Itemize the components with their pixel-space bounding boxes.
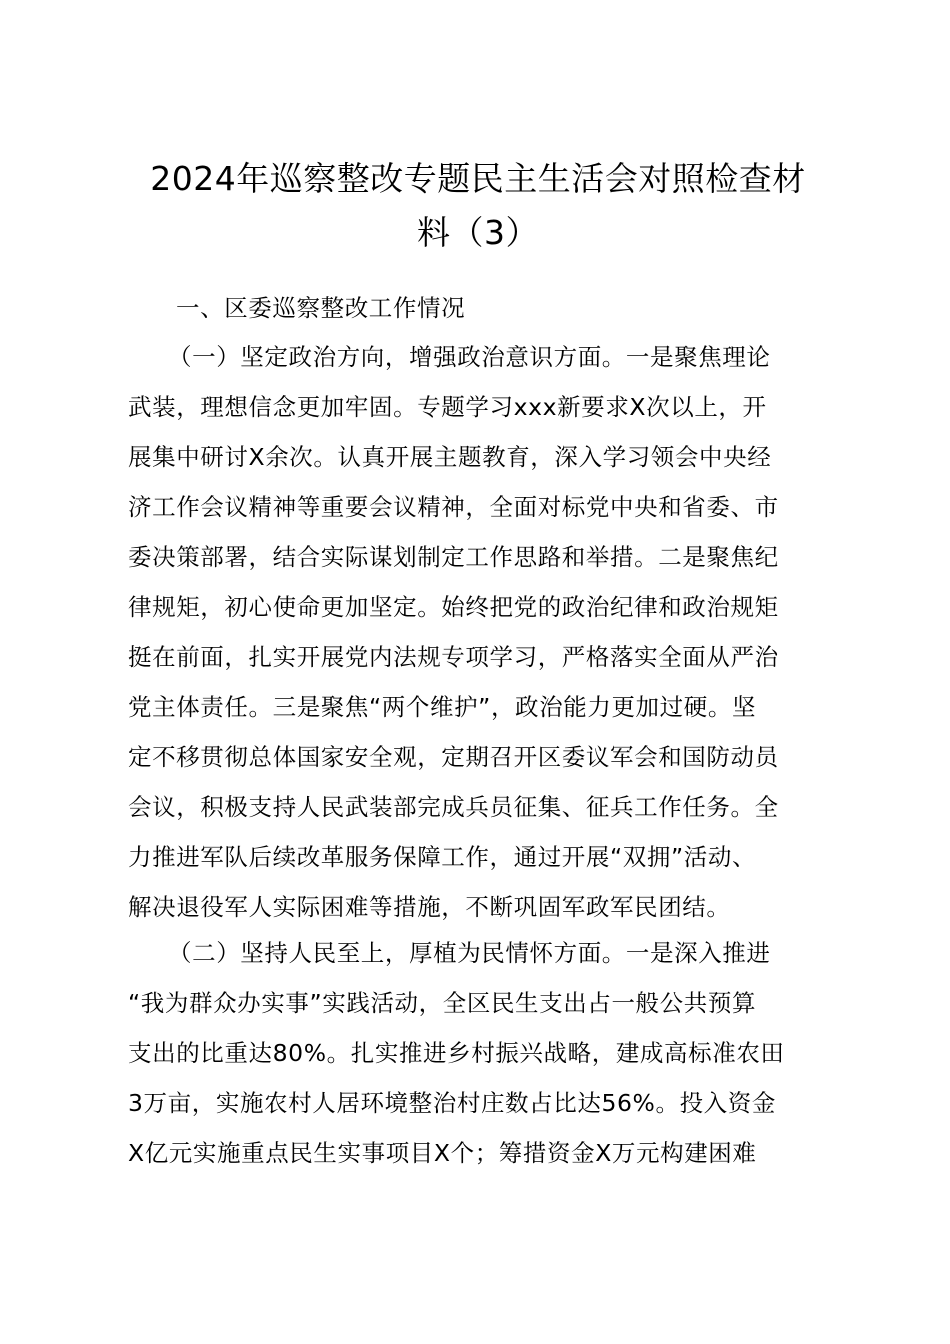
paragraph-line: 党主体责任。三是聚焦“两个维护”，政治能力更加过硬。坚 xyxy=(128,693,757,721)
paragraph-line: 委决策部署，结合实际谋划制定工作思路和举措。二是聚焦纪 xyxy=(128,543,779,571)
paragraph-line: 展集中研讨X余次。认真开展主题教育，深入学习领会中央经 xyxy=(128,443,772,471)
paragraph-line: （一）坚定政治方向，增强政治意识方面。一是聚焦理论 xyxy=(168,343,771,371)
title-line: 2024年巡察整改专题民主生活会对照检查材 xyxy=(150,159,806,198)
title-line: 料（3） xyxy=(417,213,539,252)
document-title xyxy=(120,152,836,260)
paragraph-line: 律规矩，初心使命更加坚定。始终把党的政治纪律和政治规矩 xyxy=(128,593,779,621)
paragraph-line: 济工作会议精神等重要会议精神，全面对标党中央和省委、市 xyxy=(128,493,779,521)
paragraph-line: 3万亩，实施农村人居环境整治村庄数占比达56%。投入资金 xyxy=(128,1089,776,1117)
paragraph-line: 挺在前面，扎实开展党内法规专项学习，严格落实全面从严治 xyxy=(128,643,779,671)
paragraph-line: （二）坚持人民至上，厚植为民情怀方面。一是深入推进 xyxy=(168,939,771,967)
paragraph-line: X亿元实施重点民生实事项目X个；筹措资金X万元构建困难 xyxy=(128,1139,757,1167)
paragraph-political-direction xyxy=(128,332,844,932)
section-heading xyxy=(128,283,844,333)
paragraph-line: 解决退役军人实际困难等措施，不断巩固军政军民团结。 xyxy=(128,893,731,921)
paragraph-line: 定不移贯彻总体国家安全观，定期召开区委议军会和国防动员 xyxy=(128,743,779,771)
paragraph-line: “我为群众办实事”实践活动，全区民生支出占一般公共预算 xyxy=(128,989,757,1017)
paragraph-line: 武装，理想信念更加牢固。专题学习xxx新要求X次以上，开 xyxy=(128,393,767,421)
paragraph-line: 会议，积极支持人民武装部完成兵员征集、征兵工作任务。全 xyxy=(128,793,779,821)
section-heading-text: 一、区委巡察整改工作情况 xyxy=(176,294,466,322)
paragraph-line: 力推进军队后续改革服务保障工作，通过开展“双拥”活动、 xyxy=(128,843,757,871)
paragraph-line: 支出的比重达80%。扎实推进乡村振兴战略，建成高标准农田 xyxy=(128,1039,785,1067)
paragraph-people-first xyxy=(128,928,844,1178)
